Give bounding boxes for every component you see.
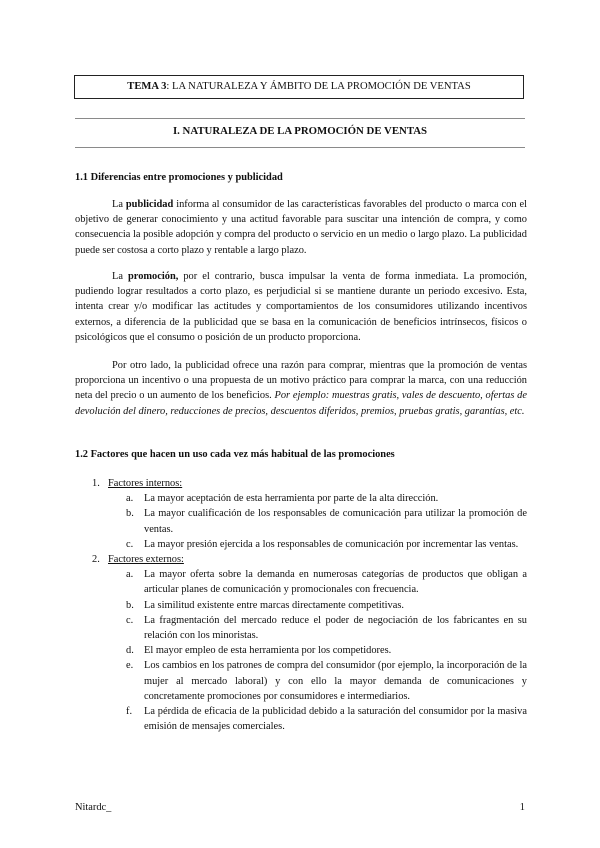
list-item-text: La fragmentación del mercado reduce el poder de negociación de los fabricantes en su relación con los minoristas.: [144, 614, 527, 642]
paragraph-comparacion: [75, 358, 527, 419]
list-item-text: La mayor aceptación de esta herramienta por parte de la alta dirección.: [144, 493, 439, 505]
paragraph-bold-term: promoción,: [128, 271, 179, 282]
list-item-text: La mayor oferta sobre la demanda en numerosas categorías de productos que obligan a articular planes de comunicación y promocionales con frecuencia.: [144, 569, 527, 596]
paragraph-text: por el contrario, busca impulsar la venta de forma inmediata. La promoción, pudiendo lograr resultados a corto plazo, es perjudicial si se mantiene durante un periodo excesivo. Esta, intenta crear y/o modificar las actitudes y comportamientos de los consumidores utilizando incentivos externos, a diferencia de la publicidad que se basa en la comunicación de beneficios intrínsecos, físicos o psicológicos que el consumo o posición de un producto proporciona.: [75, 271, 527, 343]
page-number: 1: [519, 802, 525, 813]
paragraph-promocion: [75, 269, 527, 345]
paragraph-text: La: [112, 199, 126, 210]
factor-group-internal: [75, 476, 527, 491]
list-item: [75, 567, 527, 597]
list-letter: d.: [126, 645, 134, 657]
subsection-heading-2: 1.2 Factores que hacen un uso cada vez más habitual de las promociones: [75, 449, 395, 460]
list-item-text: La pérdida de eficacia de la publicidad debido a la saturación del consumidor por la masiva emisión de mensajes comerciales.: [144, 706, 527, 733]
list-item-text: El mayor empleo de esta herramienta por los competidores.: [144, 645, 392, 657]
section-title: I. NATURALEZA DE LA PROMOCIÓN DE VENTAS: [172, 125, 428, 137]
list-letter: b.: [126, 599, 134, 611]
paragraph-bold-term: publicidad: [125, 199, 174, 210]
list-letter: a.: [126, 493, 134, 505]
paragraph-text: La: [112, 271, 128, 282]
list-item: [75, 704, 527, 734]
paragraph-text: informa al consumidor de las características favorables del producto o marca con el objetivo de generar conocimiento y una actitud favorable para suscitar una intención de compra, y como consecuencia la posible adopción y compra del producto o servicio en un medio o largo plazo. La publicidad puede ser costosa a corto plazo y rentable a largo plazo.: [75, 199, 527, 256]
list-label: Factores internos:: [108, 478, 183, 489]
chapter-label: TEMA 3: [127, 81, 167, 92]
paragraph-publicidad: [75, 197, 527, 258]
list-number: 2.: [92, 554, 100, 566]
section-rule-top: [75, 118, 525, 119]
list-letter: b.: [126, 508, 134, 520]
list-item: [75, 643, 527, 658]
list-item: [75, 613, 527, 643]
list-number: 1.: [92, 478, 100, 489]
chapter-title-box: [74, 75, 524, 99]
paragraph-italic-examples: Por ejemplo: muestras gratis, vales de descuento, ofertas de devolución del dinero, reducciones de precios, descuentos diferidos, premios, pruebas gratis, garantías, etc.: [75, 390, 527, 417]
list-item: [75, 491, 527, 506]
list-item: [75, 506, 527, 536]
list-letter: c.: [126, 614, 134, 626]
list-item: [75, 658, 527, 704]
list-item: [75, 598, 527, 613]
list-item-text: La similitud existente entre marcas directamente competitivas.: [144, 599, 404, 611]
internal-factors: [75, 491, 527, 552]
paragraph-text: Por otro lado, la publicidad ofrece una razón para comprar, mientras que la promoción de ventas proporciona un incentivo o una propuesta de un motivo práctico para comprar la marca, con una reducción neta del precio o un aumento de los beneficios.: [75, 360, 527, 402]
list-item-text: La mayor cualificación de los responsables de comunicación para utilizar la promoción de ventas.: [144, 508, 527, 535]
list-item-text: Los cambios en los patrones de compra del consumidor (por ejemplo, la incorporación de la mujer al mercado laboral) y con ello la mayor demanda de comunicaciones y concretamente promociones por consumidores e intermediarios.: [144, 660, 527, 702]
factors-list: [75, 476, 527, 734]
list-item: [75, 537, 527, 552]
footer-author: Nitardc_: [75, 802, 112, 813]
factor-group-external: [75, 552, 527, 567]
list-letter: a.: [126, 569, 134, 581]
external-factors: [75, 567, 527, 734]
list-label: Factores externos:: [108, 554, 184, 566]
chapter-title: : LA NATURALEZA Y ÁMBITO DE LA PROMOCIÓN DE VENTAS: [166, 81, 471, 92]
section-rule-bottom: [75, 147, 525, 148]
list-letter: c.: [126, 538, 134, 550]
subsection-heading-1: 1.1 Diferencias entre promociones y publicidad: [75, 172, 283, 183]
list-item-text: La mayor presión ejercida a los responsables de comunicación por incrementar las ventas.: [144, 538, 519, 550]
list-letter: f.: [126, 706, 133, 718]
list-letter: e.: [126, 660, 134, 672]
